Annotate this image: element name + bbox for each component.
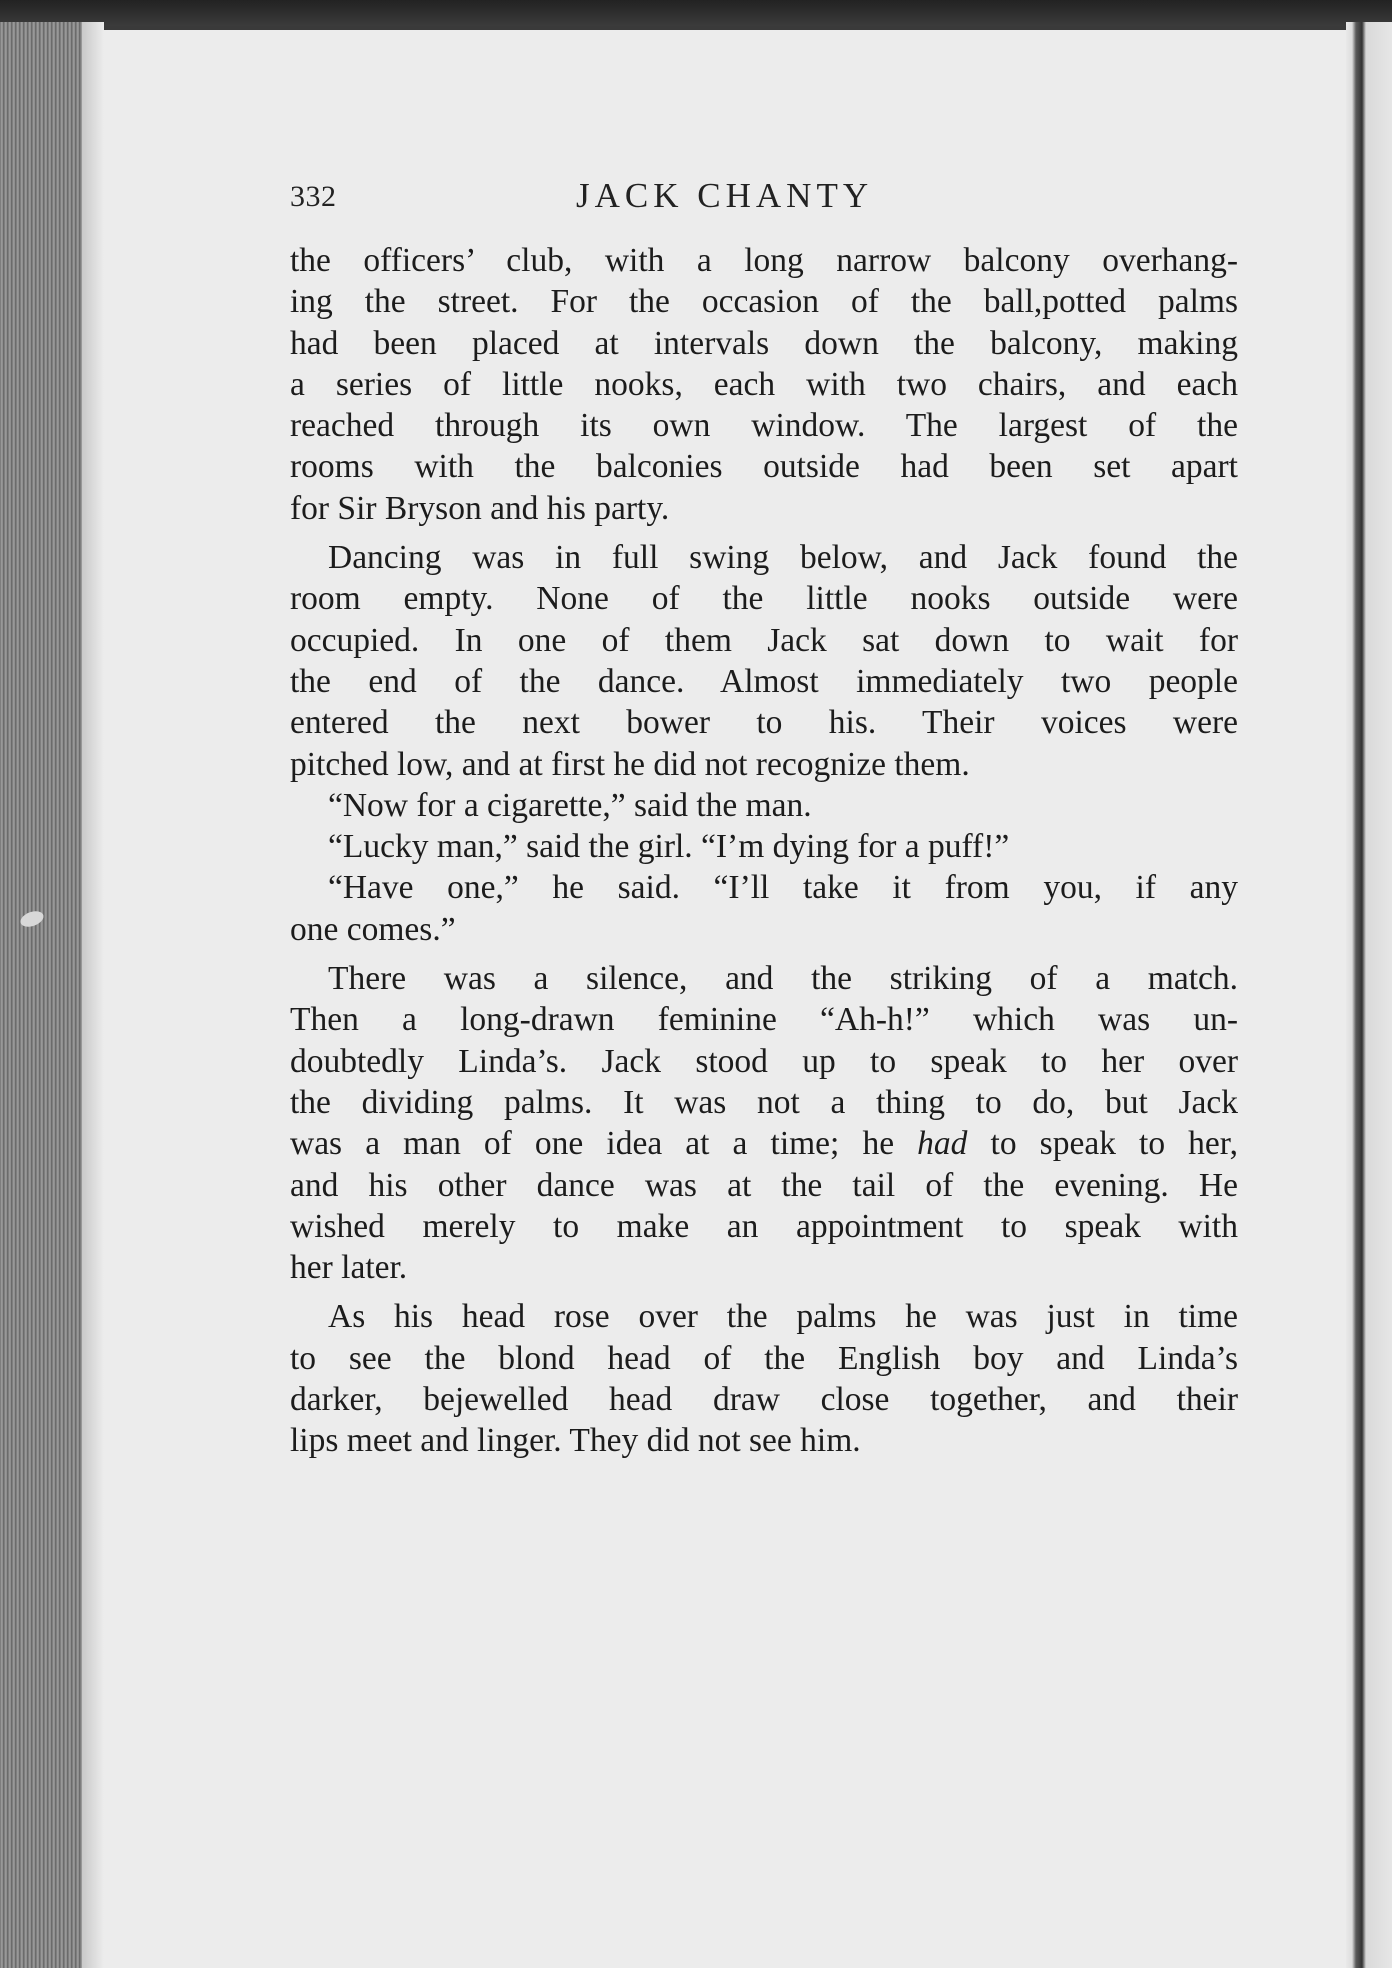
- text-line: pitched low, and at first he did not recognize them.: [290, 745, 970, 783]
- text-line: her later.: [290, 1249, 408, 1287]
- text-line: As his head rose over the palms he was just in time: [328, 1298, 1238, 1336]
- text-line: Then a long-drawn feminine “Ah-h!” which was un-: [290, 1001, 1238, 1039]
- text-line: lips meet and linger. They did not see him.: [290, 1422, 861, 1460]
- text-line: had been placed at intervals down the balcony, making: [290, 324, 1238, 362]
- paragraph: [290, 537, 1238, 785]
- running-title: JACK CHANTY: [576, 176, 874, 215]
- body-text: [290, 240, 1238, 1462]
- text-line: “Now for a cigarette,” said the man.: [328, 786, 812, 824]
- text-line: a series of little nooks, each with two chairs, and each: [290, 365, 1238, 403]
- text-line: wished merely to make an appointment to speak with: [290, 1207, 1238, 1245]
- running-head: [290, 176, 1238, 240]
- text-line: to see the blond head of the English boy and Linda’s: [290, 1339, 1238, 1377]
- text-line: doubtedly Linda’s. Jack stood up to speak to her over: [290, 1042, 1238, 1080]
- text-segment: was a man of one idea at a time; he: [290, 1125, 918, 1163]
- top-strip: [0, 0, 1392, 26]
- book-gutter: [1346, 22, 1392, 1968]
- text-line: rooms with the balconies outside had been set apart: [290, 448, 1238, 486]
- text-line: There was a silence, and the striking of a match.: [328, 960, 1238, 998]
- text-line: reached through its own window. The largest of the: [290, 407, 1238, 445]
- paragraph: [290, 958, 1238, 1288]
- text-line: Dancing was in full swing below, and Jack found the: [328, 539, 1238, 577]
- text-line: ing the street. For the occasion of the ball,potted palms: [290, 283, 1238, 321]
- text-line: entered the next bower to his. Their voices were: [290, 704, 1238, 742]
- text-line: room empty. None of the little nooks outside were: [290, 580, 1238, 618]
- paragraph: [290, 240, 1238, 529]
- italic-word: had: [917, 1125, 968, 1163]
- paragraph: [290, 785, 1238, 826]
- text-line: and his other dance was at the tail of the evening. He: [290, 1166, 1238, 1204]
- text-segment: to speak to her,: [967, 1125, 1238, 1163]
- text-line: one comes.”: [290, 910, 456, 948]
- paragraph: [290, 826, 1238, 867]
- paragraph: [290, 1296, 1238, 1461]
- book-page: [104, 30, 1346, 1968]
- page-content: [290, 176, 1238, 1462]
- text-line: “Have one,” he said. “I’ll take it from you, if any: [328, 869, 1238, 907]
- text-line: the dividing palms. It was not a thing to do, but Jack: [290, 1083, 1238, 1121]
- page-edges: [0, 22, 104, 1968]
- paragraph: [290, 867, 1238, 950]
- text-line: the end of the dance. Almost immediately two people: [290, 662, 1238, 700]
- text-line: darker, bejewelled head draw close together, and their: [290, 1381, 1238, 1419]
- text-line: occupied. In one of them Jack sat down to wait for: [290, 621, 1238, 659]
- text-line: [290, 1123, 1238, 1164]
- page-number: 332: [290, 180, 337, 213]
- text-line: the officers’ club, with a long narrow balcony overhang-: [290, 242, 1238, 279]
- text-line: “Lucky man,” said the girl. “I’m dying for a puff!”: [328, 828, 1010, 866]
- text-line: for Sir Bryson and his party.: [290, 489, 670, 527]
